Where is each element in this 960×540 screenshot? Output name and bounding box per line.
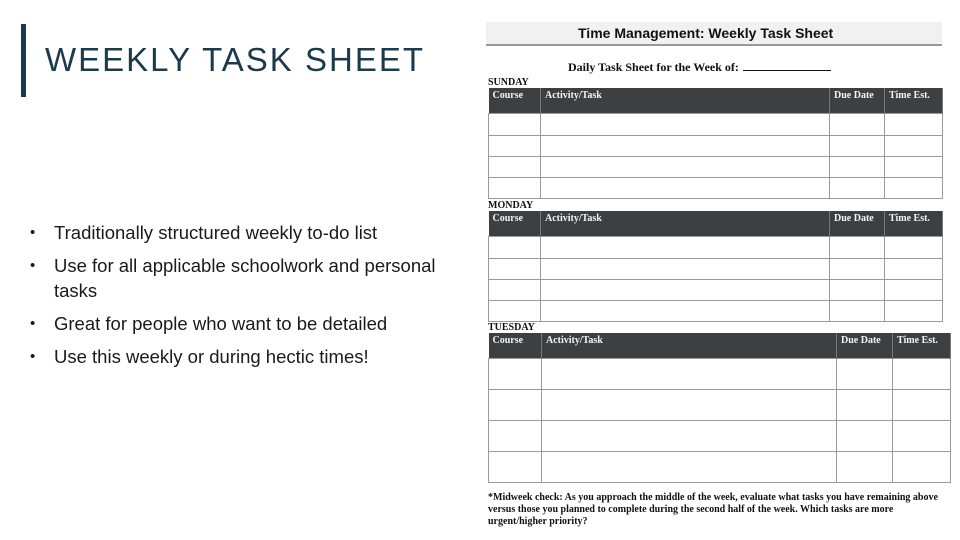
- table-row: [489, 114, 943, 136]
- bullet-list: [30, 220, 450, 377]
- day-label-tuesday: TUESDAY: [488, 322, 535, 333]
- column-header: Due Date: [837, 333, 893, 359]
- day-table-sunday: [488, 88, 943, 199]
- day-label-monday: MONDAY: [488, 200, 534, 211]
- slide-title: WEEKLY TASK SHEET: [45, 41, 426, 78]
- column-header: Activity/Task: [542, 333, 837, 359]
- column-header: Due Date: [830, 211, 885, 237]
- sheet-header-title: Time Management: Weekly Task Sheet: [578, 25, 834, 41]
- table-row: [489, 359, 951, 390]
- bullet-text: Traditionally structured weekly to-do list: [54, 222, 378, 243]
- table-row: [489, 157, 943, 178]
- column-header: Time Est.: [885, 88, 943, 114]
- bullet-dot-icon: •: [30, 224, 36, 241]
- bullet-dot-icon: •: [30, 257, 36, 274]
- table-row: [489, 390, 951, 421]
- bullet-text: Great for people who want to be detailed: [54, 313, 388, 334]
- table-header-row: [489, 88, 943, 114]
- bullet-dot-icon: •: [30, 315, 36, 332]
- table-row: [489, 178, 943, 199]
- day-table-monday: [488, 211, 943, 322]
- title-accent-bar: [21, 24, 26, 97]
- day-table-tuesday: [488, 333, 951, 483]
- table-row: [489, 452, 951, 483]
- table-row: [489, 237, 943, 259]
- table-row: [489, 301, 943, 322]
- day-label-sunday: SUNDAY: [488, 77, 529, 88]
- table-row: [489, 421, 951, 452]
- bullet-dot-icon: •: [30, 348, 36, 365]
- task-sheet-image: [486, 20, 954, 535]
- sheet-header: [486, 22, 942, 46]
- week-of-line: [568, 60, 831, 75]
- midweek-check-note: *Midweek check: As you approach the middle of the week, evaluate what tasks you have remaining above versus those you planned to complete during the second half of the week. Which tasks are more urgent/higher priority?: [488, 492, 938, 527]
- column-header: Course: [489, 211, 541, 237]
- column-header: Due Date: [830, 88, 885, 114]
- table-row: [489, 259, 943, 280]
- table-row: [489, 136, 943, 157]
- table-header-row: [489, 211, 943, 237]
- bullet-item: [30, 344, 450, 369]
- bullet-item: [30, 253, 450, 303]
- table-row: [489, 280, 943, 301]
- column-header: Activity/Task: [541, 211, 830, 237]
- column-header: Time Est.: [893, 333, 951, 359]
- column-header: Time Est.: [885, 211, 943, 237]
- week-of-blank: [743, 60, 831, 71]
- column-header: Course: [489, 88, 541, 114]
- table-header-row: [489, 333, 951, 359]
- bullet-text: Use for all applicable schoolwork and personal tasks: [54, 255, 436, 301]
- column-header: Activity/Task: [541, 88, 830, 114]
- column-header: Course: [489, 333, 542, 359]
- week-of-label: Daily Task Sheet for the Week of:: [568, 60, 739, 74]
- bullet-text: Use this weekly or during hectic times!: [54, 346, 369, 367]
- bullet-item: [30, 220, 450, 245]
- bullet-item: [30, 311, 450, 336]
